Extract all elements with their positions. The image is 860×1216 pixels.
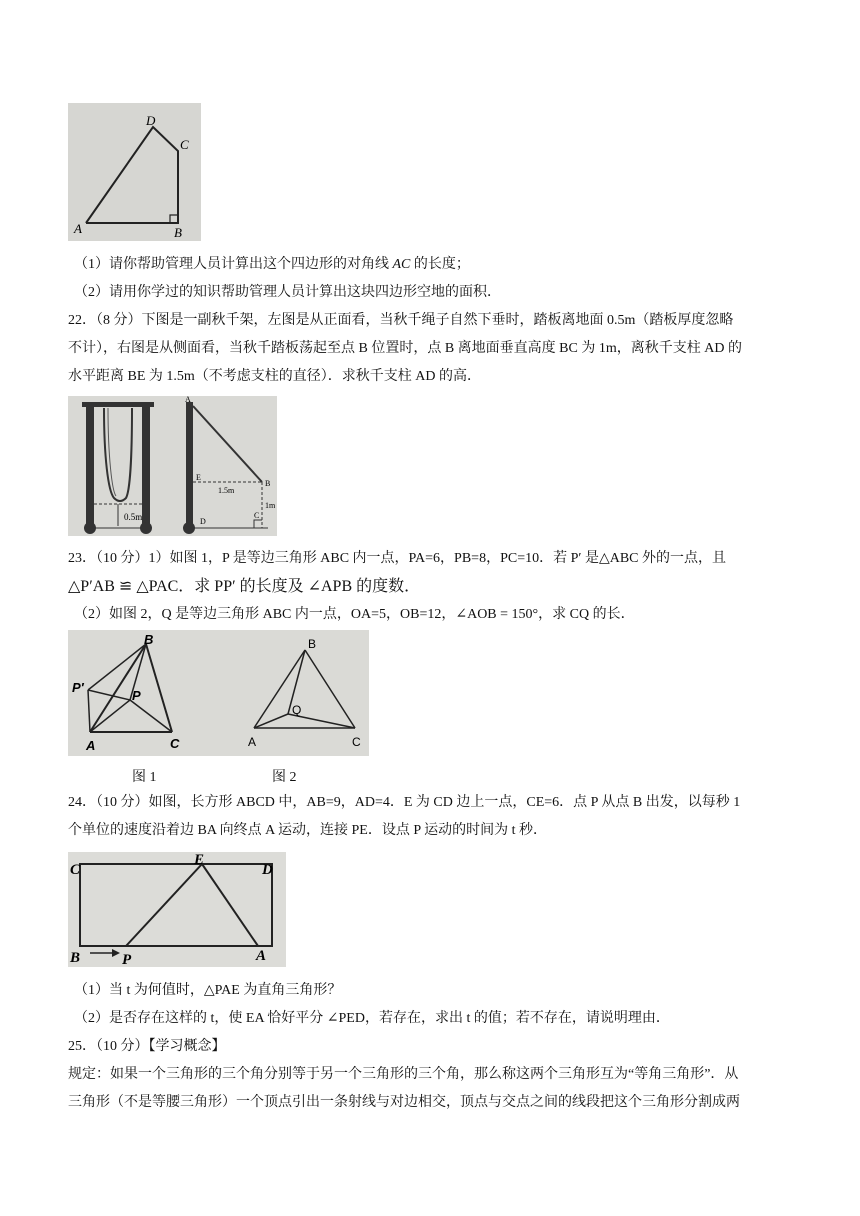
swing-dist-label: 1.5m xyxy=(218,486,235,495)
rect-label-e: E xyxy=(194,852,205,868)
q23-line2: △P′AB ≌ △PAC．求 PP′ 的长度及 ∠APB 的度数． xyxy=(68,578,421,595)
q23-line1: 23．（10 分）1）如图 1，P 是等边三角形 ABC 内一点，PA=6，PB=8，PC=10．若 P′ 是△ABC 外的一点，且 xyxy=(68,551,726,566)
fig1-label-c: C xyxy=(170,736,180,751)
q22-line2: 不计），右图是从侧面看，当秋千踏板荡起至点 B 位置时，点 B 离地面垂直高度 BC 为 1m，离秋千支柱 AD 的 xyxy=(68,341,742,356)
q24-line1: 24．（10 分）如图，长方形 ABCD 中，AB=9，AD=4．E 为 CD 边上一点，CE=6．点 P 从点 B 出发，以每秒 1 xyxy=(68,795,741,810)
figure-caption-2: 图 2 xyxy=(272,770,297,785)
figure-q21-quadrilateral xyxy=(68,103,201,241)
rect-label-d: D xyxy=(262,862,273,878)
q21-part2: （2）请用你学过的知识帮助管理人员计算出这块四边形空地的面积． xyxy=(74,285,501,300)
q25-line2: 规定：如果一个三角形的三个角分别等于另一个三角形的三个角，那么称这两个三角形互为“等角三角形”．从 xyxy=(68,1067,739,1082)
fig1-label-b: B xyxy=(144,632,154,647)
fig1-label-p: P xyxy=(132,688,141,703)
fig2-label-b: B xyxy=(308,637,317,651)
q24-part2: （2）是否存在这样的 t，使 EA 恰好平分 ∠PED，若存在，求出 t 的值；若不存在，请说明理由． xyxy=(74,1011,670,1026)
swing-label-d: D xyxy=(200,517,206,526)
swing-label-c: C xyxy=(254,511,260,520)
q21-part1: （1）请你帮助管理人员计算出这个四边形的对角线 AC 的长度； xyxy=(74,257,470,272)
rect-label-c: C xyxy=(70,862,81,878)
swing-label-b: B xyxy=(265,479,271,488)
swing-side-label: 1m xyxy=(265,501,276,510)
q24-line2: 个单位的速度沿着边 BA 向终点 A 运动，连接 PE．设点 P 运动的时间为 t 秒． xyxy=(68,823,548,838)
figure-label-a: A xyxy=(74,221,82,236)
rect-label-a: A xyxy=(256,948,267,964)
fig1-label-a: A xyxy=(86,738,96,753)
q24-part1: （1）当 t 为何值时，△PAE 为直角三角形？ xyxy=(74,983,342,998)
swing-label-a: A xyxy=(185,396,191,404)
rect-label-p: P xyxy=(122,952,132,967)
fig1-label-p-prime: P′ xyxy=(72,680,84,695)
figure-q24-rectangle xyxy=(68,852,286,967)
figure-label-d: D xyxy=(146,113,156,128)
rect-label-b: B xyxy=(70,950,81,966)
q23-line3: （2）如图 2，Q 是等边三角形 ABC 内一点，OA=5，OB=12，∠AOB = 150°，求 CQ 的长． xyxy=(74,607,635,622)
fig2-label-a: A xyxy=(248,735,257,749)
fig2-label-c: C xyxy=(352,735,361,749)
swing-label-e: E xyxy=(196,473,201,482)
swing-height-label: 0.5m xyxy=(124,512,143,522)
figure-caption-1: 图 1 xyxy=(132,770,157,785)
fig2-label-q: Q xyxy=(292,703,302,717)
q25-line1: 25．（10 分）【学习概念】 xyxy=(68,1039,226,1054)
figure-q22-swing xyxy=(68,396,277,536)
figure-label-c: C xyxy=(180,137,189,152)
figure-q23 xyxy=(68,630,369,756)
q22-line1: 22．（8 分）下图是一副秋千架，左图是从正面看，当秋千绳子自然下垂时，踏板离地面 0.5m（踏板厚度忽略 xyxy=(68,313,734,328)
q25-line3: 三角形（不是等腰三角形）一个顶点引出一条射线与对边相交，顶点与交点之间的线段把这个三角形分割成两 xyxy=(68,1095,740,1110)
q22-line3: 水平距离 BE 为 1.5m（不考虑支柱的直径）．求秋千支柱 AD 的高． xyxy=(68,369,481,384)
figure-label-b: B xyxy=(174,225,182,240)
